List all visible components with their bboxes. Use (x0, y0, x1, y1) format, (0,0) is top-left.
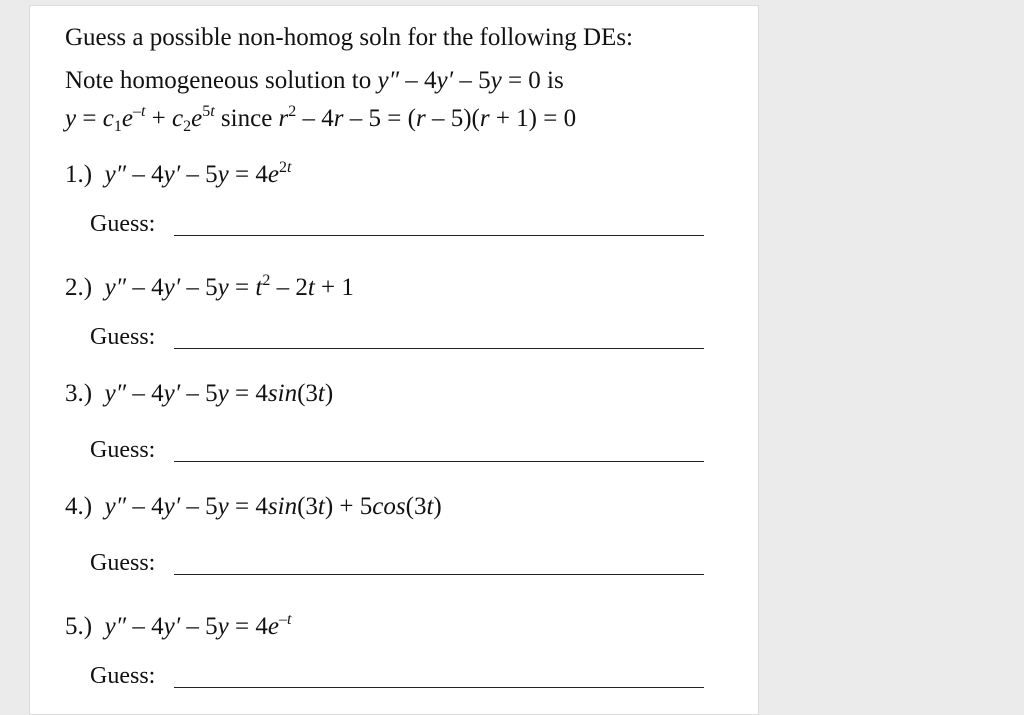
problem-4 (65, 492, 442, 522)
problem-3-number: 3.) (65, 380, 93, 407)
guess-row-3 (90, 435, 710, 465)
problem-3-equation: y″ – 4y′ – 5y = 4sin(3t) (98, 380, 334, 407)
homogeneous-solution: $y = c_1e^{-t} + c_2e^{5t}$ (65, 103, 215, 135)
guess-row-1 (90, 209, 710, 239)
guess-label-2: Guess: (90, 324, 156, 350)
guess-label-4: Guess: (90, 550, 156, 576)
note-prefix: Note homogeneous solution to (65, 67, 378, 94)
worksheet-title: Guess a possible non-homog soln for the following DEs: (65, 24, 634, 51)
worksheet-page (29, 5, 759, 715)
guess-label-5: Guess: (90, 663, 156, 689)
problem-1-number: 1.) (65, 161, 93, 188)
problem-1 (65, 153, 291, 190)
problem-3 (65, 379, 333, 409)
note-line-2 (65, 97, 576, 142)
guess-answer-line-2[interactable] (174, 348, 704, 349)
problem-4-number: 4.) (65, 493, 93, 520)
problem-5-equation: $y'' - 4y' - 5y = 4e^{-t}$ (98, 611, 292, 640)
guess-answer-line-4[interactable] (174, 574, 704, 575)
since-word: since (220, 105, 273, 132)
guess-answer-line-5[interactable] (174, 687, 704, 688)
characteristic-equation: $r^2 - 4r - 5 = (r - 5)(r + 1) = 0$ (278, 103, 577, 132)
guess-row-4 (90, 548, 710, 578)
problem-2 (65, 266, 354, 303)
guess-label-1: Guess: (90, 211, 156, 237)
guess-row-2 (90, 322, 710, 352)
problem-4-equation: y″ – 4y′ – 5y = 4sin(3t) + 5cos(3t) (98, 493, 442, 520)
problem-2-number: 2.) (65, 274, 93, 301)
problem-2-equation: $y'' - 4y' - 5y = t^2 - 2t + 1$ (98, 272, 354, 301)
guess-row-5 (90, 661, 710, 691)
guess-label-3: Guess: (90, 437, 156, 463)
homogeneous-equation: y″ – 4y′ – 5y = 0 (377, 67, 541, 94)
problem-5 (65, 605, 291, 642)
problem-1-equation: $y'' - 4y' - 5y = 4e^{2t}$ (98, 159, 292, 188)
problem-5-number: 5.) (65, 613, 93, 640)
guess-answer-line-1[interactable] (174, 235, 704, 236)
guess-answer-line-3[interactable] (174, 461, 704, 462)
note-line-1 (65, 66, 564, 96)
note-suffix: is (540, 67, 564, 94)
